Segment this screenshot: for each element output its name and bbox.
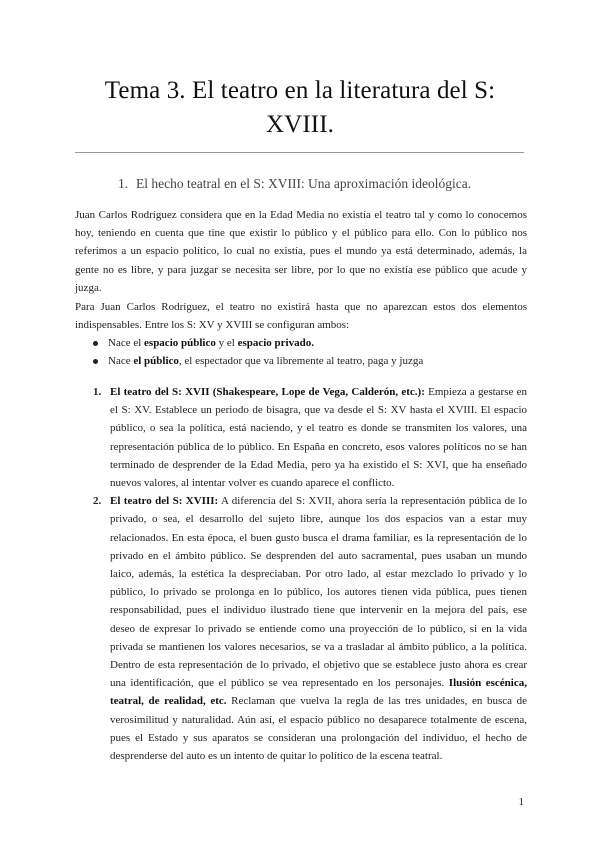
bullet-list	[93, 334, 423, 370]
bullet1-text-a: Nace el	[108, 337, 145, 349]
list-item-siglo-xviii	[93, 492, 527, 765]
bullet2-bold: el público	[133, 355, 179, 368]
bullet1-text-b: y el	[215, 337, 238, 349]
section-heading	[118, 176, 471, 192]
bullet-dot-icon	[93, 359, 98, 364]
bullet2-text-b: , el espectador que va libremente al teatro, paga y juzga	[178, 355, 424, 368]
item2-heading: El teatro del S: XVIII:	[110, 495, 219, 508]
bullet2-text-a: Nace	[108, 355, 134, 368]
item2-number: 2.	[93, 495, 102, 508]
bullet-item-espacio	[93, 334, 423, 352]
bullet1-bold-b: espacio privado.	[237, 337, 314, 349]
title-divider	[75, 152, 524, 153]
document-title	[60, 74, 540, 142]
item2-bold-ilusion: Ilusión escénica, teatral, de realidad, etc.	[110, 677, 527, 708]
item2-body-2: Reclaman que vuelva la regla de las tres unidades, en busca de verosimilitud y naturalidad. Aún así, el espacio público no desaparece totalmente de escena, pues el Estado y sus aparatos se consideran una prolongación del individuo, el hecho de desprenderse del auto es un intento de quitar lo político de la escena teatral.	[110, 695, 527, 763]
item2-body-1: A diferencia del S: XVII, ahora sería la representación pública de lo privado, o sea, el desarrollo del sujeto libre, aunque los dos espacios van a estar muy relacionados. En esta época, el buen gusto busca el drama familiar, es la representación de lo privado en el ámbito público. Se desprenden del auto sacramental, pues usaban un mundo laico, además, la estética la despreciaban. Por otro lado, al estar mezclado lo privado y lo público, lo privado se prolonga en lo público, los autores tienen vida pública, pues tienen responsabilidad, pues el individuo ilustrado tiene que intervenir en la mejora del país, ese deseo de expresar lo privado se entiende como una proyección de lo público, si en la vida privada se mantienen los valores necesarios, se va a trasladar al ámbito público, a la política. Dentro de esta representación de lo privado, el objetivo que se establece justo ahora es crear una identificación, que el público se vea representado en los personajes.	[110, 495, 527, 690]
page-number: 1	[518, 796, 524, 808]
bullet1-bold-a: espacio público	[144, 337, 216, 349]
title-line-1: Tema 3. El teatro en la literatura del S:	[104, 77, 496, 104]
list-item-siglo-xvii	[93, 383, 527, 492]
title-line-2: XVIII.	[266, 111, 334, 138]
section-title: El hecho teatral en el S: XVIII: Una aproximación ideológica.	[136, 176, 472, 191]
item1-number: 1.	[93, 386, 102, 398]
section-number: 1.	[118, 176, 129, 191]
paragraph-2: Para Juan Carlos Rodríguez, el teatro no existirá hasta que no aparezcan estos dos elementos indispensables. Entre los S: XV y XVIII se configuran ambos:	[75, 301, 527, 332]
bullet-dot-icon	[93, 341, 98, 346]
item1-heading: El teatro del S: XVII (Shakespeare, Lope de Vega, Calderón, etc.):	[110, 386, 425, 398]
item1-body: Empieza a gestarse en el S: XV. Establece un periodo de bisagra, que va desde el S: XV hasta el XVIII. El espacio público, o sea la política, está naciendo, y el teatro es donde se transmiten los valores, una representación pública de lo público. En España en concreto, esos valores políticos no se han terminado de desprender de la Edad Media, pero ya ha existido el S: XVI, que ha enseñado nuevos valores, al intentar volver es cuando aparece el conflicto.	[110, 386, 528, 490]
bullet-item-publico	[93, 352, 423, 370]
numbered-list	[93, 383, 527, 765]
paragraph-1: Juan Carlos Rodríguez considera que en la Edad Media no existía el teatro tal y como lo conocemos hoy, teniendo en cuenta que tine que existir lo público y el público para ello. Con lo público nos referimos a un espacio político, lo cual no existía, pues el mundo ya está determinado, además, la gente no es libre, y para juzgar se necesita ser libre, por lo que no existía ese público que acude y juzga.	[75, 209, 527, 294]
